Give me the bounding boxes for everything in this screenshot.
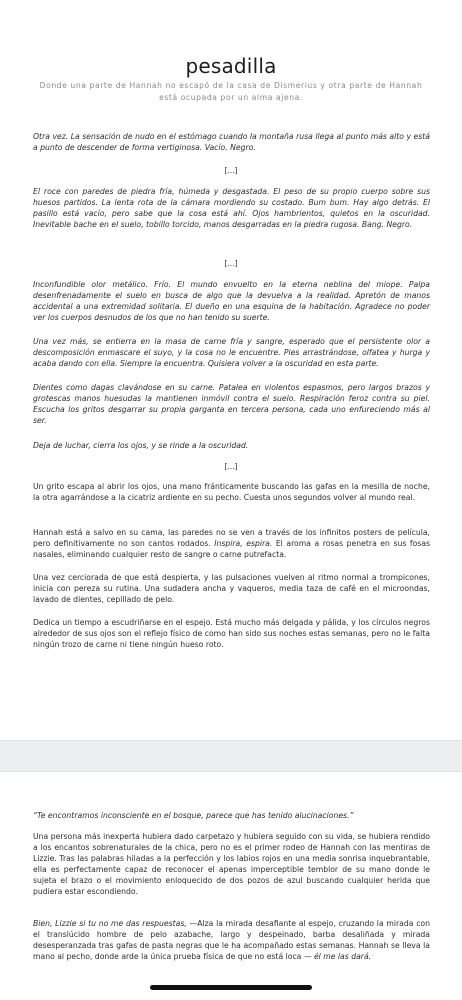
document-page [0, 772, 462, 1000]
paragraph-italic: Bien, Lizzie si tu no me das respuestas, [33, 919, 187, 928]
page-title: pesadilla [185, 54, 277, 78]
paragraph-italic: Inspira, espira. [214, 539, 273, 548]
scene-break: [...] [224, 166, 238, 175]
scene-break: [...] [224, 462, 238, 471]
home-indicator[interactable] [150, 985, 312, 990]
paragraph-italic: él me las dará. [313, 952, 372, 961]
page-subtitle: Donde una parte de Hannah no escapó de la casa de Dismerius y otra parte de Hannah está ocupada por un alma ajena. [39, 81, 423, 102]
paragraph: El roce con paredes de piedra fría, húmeda y desgastada. El peso de su propio cuerpo sobre sus huesos partidos. La lenta rota de la cámara mordiendo su costado. Bum bum. Hay algo detrás. El pasillo está vacío, pero sabe que la cosa está ahí. Ojos hambrientos, quietos en la oscuridad. Inevitable bache en el suelo, tobillo torcido, manos desgarradas en la piedra rugosa. Bang. Negro. [33, 187, 430, 229]
paragraph: Una vez más, se entierra en la masa de carne fría y sangre, esperado que el persistente olor a descomposición enmascare el suyo, y la cosa no le encuentre. Pies arrastrándose, olfatea y hurga y acaba dando con ella. Siempre la encuentra. Quisiera volver a la oscuridad en esta parte. [33, 337, 430, 368]
paragraph: Dedica un tiempo a escudriñarse en el espejo. Está mucho más delgada y pálida, y los círculos negros alrededor de sus ojos son el reflejo físico de como han sido sus noches estas semanas, pero no le falta ningún trozo de carne ni tiene ningún hueso roto. [33, 618, 430, 649]
paragraph-text: —Alza la mirada desafiante al espejo, cruzando la mirada con el translúcido hombre de pelo azabache, largo y despeinado, barba desaliñada y mirada desesperanzada tras gafas de pasta negras que le ha acompañado estas semanas. Hannah se lleva la mano al pecho, donde arde la única prueba física de que no está loca — [33, 919, 430, 961]
paragraph: Una vez cerciorada de que está despierta, y las pulsaciones vuelven al ritmo normal a trompicones, inicia con pereza su rutina. Una sudadera ancha y vaqueros, media taza de café en el microondas, lavado de dientes, cepillado de pelo. [33, 573, 430, 604]
paragraph-text: El aroma a rosas penetra en sus fosas nasales, eliminando cualquier resto de sangre o carne putrefacta. [33, 539, 430, 559]
paragraph: Una persona más inexperta hubiera dado carpetazo y hubiera seguido con su vida, se hubiera rendido a los encantos sobrenaturales de la chica, pero no es el primer rodeo de Hannah con las mentiras de Lizzie. Tras las palabras hiladas a la perfección y los labios rojos en una media sonrisa inquebrantable, ella es perfectamente capaz de reconocer el apenas imperceptible temblor de su mano donde le sujeta el brazo o el movimiento enloquecido de dos pozos de azul buscando cualquier herida que pudiera estar escondiendo. [33, 832, 430, 896]
paragraph: Deja de luchar, cierra los ojos, y se rinde a la oscuridad. [33, 441, 249, 450]
scene-break: [...] [224, 259, 238, 268]
paragraph: Dientes como dagas clavándose en su carne. Patalea en violentos espasmos, pero largos brazos y grotescas manos huesudas la mantienen inmóvil contra el suelo. Respiración feroz contra su piel. Escucha los gritos desgarrar su propia garganta en tercera persona, cada uno enfureciendo más al ser. [33, 383, 430, 425]
paragraph: Un grito escapa al abrir los ojos, una mano fránticamente buscando las gafas en la mesilla de noche, la otra agarrándose a la cicatriz ardiente en su pecho. Cuesta unos segundos volver al mundo real. [33, 482, 430, 502]
paragraph [33, 527, 430, 560]
quote: “Te encontramos inconsciente en el bosque, parece que has tenido alucinaciones.” [33, 811, 354, 820]
paragraph: Otra vez. La sensación de nudo en el estómago cuando la montaña rusa llega al punto más alto y está a punto de descender de forma vertiginosa. Vacío. Negro. [33, 132, 430, 152]
paragraph [33, 918, 430, 962]
paragraph: Inconfundible olor metálico. Frío. El mundo envuelto en la eterna neblina del miope. Palpa desenfrenadamente el suelo en busca de algo que la devuelva a la realidad. Apretón de manos accidental a una extremidad solitaria. El dueño en una esquina de la habitación. Agradece no poder ver los cuerpos desnudos de los que no han tenido su suerte. [33, 280, 430, 322]
page-separator [0, 740, 462, 772]
paragraph-text: Hannah está a salvo en su cama, las paredes no se ven a través de los infinitos posters de película, pero definitivamente no son cantos rodados. [33, 528, 430, 548]
